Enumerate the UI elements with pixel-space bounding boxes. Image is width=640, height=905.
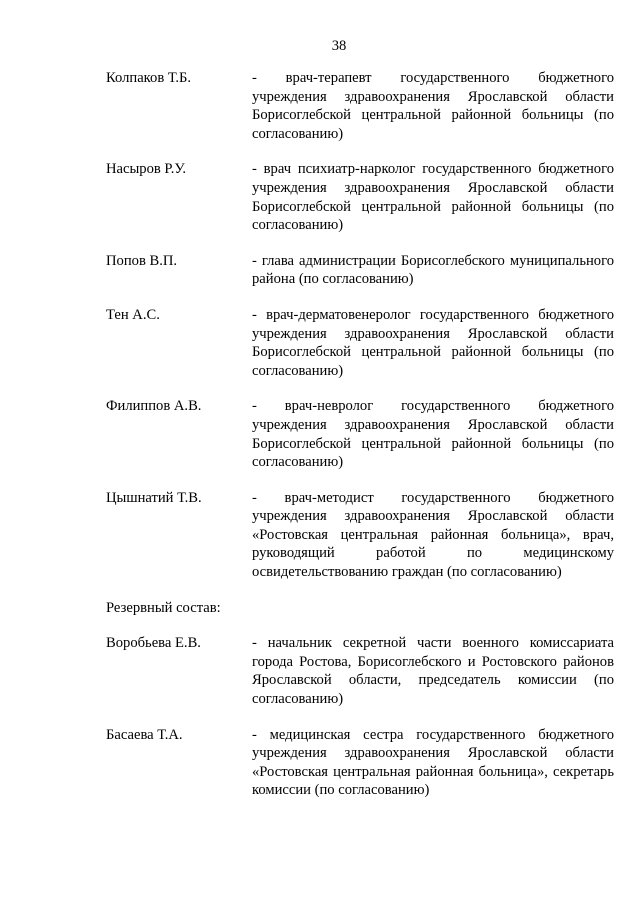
member-name: Тен А.С.	[106, 306, 160, 323]
member-role: - начальник секретной части военного комиссариата города Ростова, Борисоглебского и Ростовского районов Ярославской области, председатель комиссии (по согласованию)	[252, 635, 614, 708]
member-role: - врач-дерматовенеролог государственного бюджетного учреждения здравоохранения Ярославской области Борисоглебской центральной районной больницы (по согласованию)	[252, 306, 614, 379]
member-name: Филиппов А.В.	[106, 398, 202, 415]
member-name: Насыров Р.У.	[106, 161, 186, 178]
reserve-member-entry	[106, 634, 614, 708]
member-name: Попов В.П.	[106, 252, 178, 269]
page-number: 38	[331, 38, 347, 54]
member-role: - медицинская сестра государственного бюджетного учреждения здравоохранения Ярославской области «Ростовская центральная районная больница», секретарь комиссии (по согласованию)	[252, 726, 614, 799]
member-entry	[106, 397, 614, 471]
commission-list	[106, 69, 614, 817]
member-role: - врач-невролог государственного бюджетного учреждения здравоохранения Ярославской области Борисоглебской центральной районной больницы (по согласованию)	[252, 398, 614, 471]
member-entry	[106, 160, 614, 234]
member-name: Воробьева Е.В.	[106, 635, 201, 652]
member-entry	[106, 69, 614, 143]
reserve-member-entry	[106, 726, 614, 800]
reserve-heading: Резервный состав:	[106, 599, 221, 616]
member-role: - глава администрации Борисоглебского муниципального района (по согласованию)	[252, 252, 614, 288]
member-name: Цышнатий Т.В.	[106, 489, 202, 506]
member-role: - врач-терапевт государственного бюджетного учреждения здравоохранения Ярославской области Борисоглебской центральной районной больницы (по согласованию)	[252, 70, 614, 142]
member-entry	[106, 306, 614, 380]
member-role: - врач психиатр-нарколог государственного бюджетного учреждения здравоохранения Ярославской области Борисоглебской центральной районной больницы (по согласованию)	[252, 161, 614, 234]
member-entry	[106, 489, 614, 582]
member-name: Колпаков Т.Б.	[106, 70, 191, 86]
member-entry	[106, 252, 614, 289]
member-role: - врач-методист государственного бюджетного учреждения здравоохранения Ярославской области «Ростовская центральная районная больница», врач, руководящий работой по медицинскому освидетельствованию граждан (по согласованию)	[252, 489, 614, 581]
member-name: Басаева Т.А.	[106, 726, 183, 743]
